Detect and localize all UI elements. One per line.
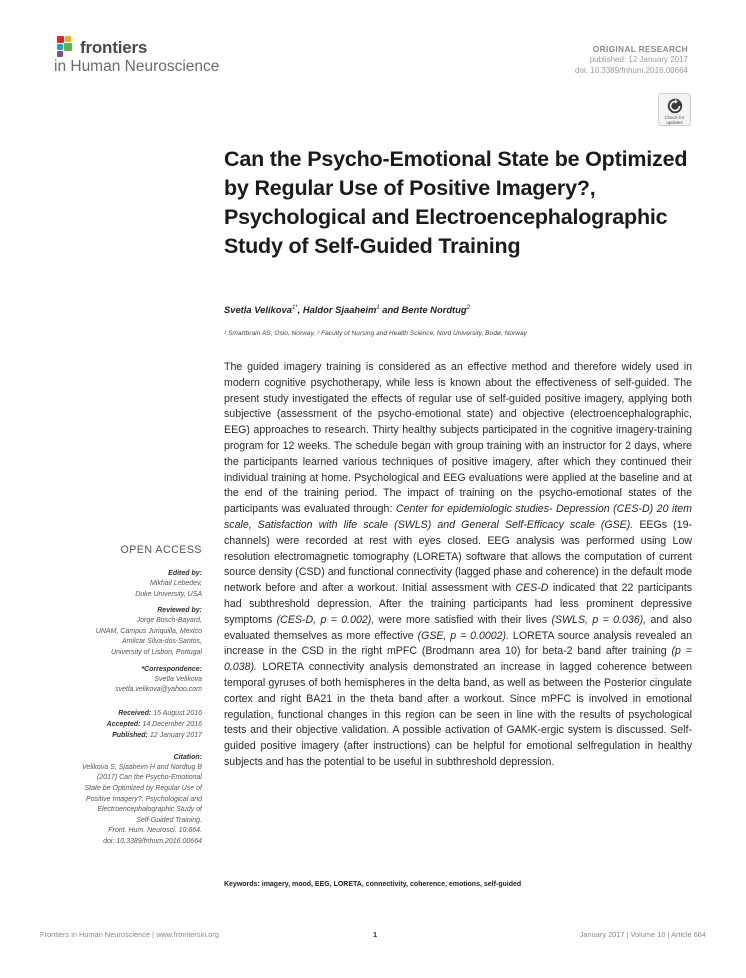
author-separator: and	[379, 304, 402, 315]
correspondence-name: Svetla Velikova	[154, 675, 202, 683]
author-name[interactable]: Svetla Velikova	[224, 304, 292, 315]
abstract-segment-italic: (GSE, p = 0.0002).	[417, 629, 510, 642]
published-date: published: 12 January 2017	[589, 55, 688, 64]
refresh-icon	[666, 97, 684, 115]
accepted-date: 14 December 2016	[142, 720, 202, 728]
reviewer-name: Jorge Bosch-Bayard,	[136, 617, 202, 625]
correspondence-email[interactable]: svetla.velikova@yahoo.com	[115, 686, 202, 694]
article-type: ORIGINAL RESEARCH	[592, 44, 688, 54]
correspondence-label: *Correspondence:	[141, 665, 202, 673]
received-label: Received:	[118, 709, 152, 717]
citation-line: Electroencephalographic Study of	[97, 806, 202, 814]
abstract-segment-italic: (CES-D, p = 0.002),	[276, 613, 375, 626]
article-title: Can the Psycho-Emotional State be Optimized by Regular Use of Positive Imagery?, Psychological and Electroencephalographic Study of Self-Guided Training	[224, 147, 688, 258]
journal-name: in Human Neuroscience	[54, 58, 220, 75]
abstract-segment: The guided imagery training is considered as an effective method and therefore widely used in modern cognitive psychotherapy, while less is known about the effectiveness of self-guided. The present study investigated the effects of regular use of self-guided positive imagery, applying both subjective (assessment of the psycho-emotional state) and objective (electroencephalographic, EEG) approaches to research. Thirty healthy subjects participated in the cognitive imagery-training program for 12 weeks. The schedule began with group training with an instructor for 2 days, where the participants learned various techniques of positive imagery, after which they continued their individual training at home. Psychological and EEG evaluations were applied at the baseline and at the end of the training period. The impact of training on the psycho-emotional states of the participants was evaluated through:	[224, 361, 692, 516]
received-row	[58, 708, 202, 719]
published-date-sidebar: 12 January 2017	[149, 731, 202, 739]
keywords-label: Keywords:	[224, 881, 260, 888]
abstract-segment: LORETA connectivity analysis demonstrated an increase in lagged coherence between temporal gyruses of both hemispheres in the delta band, as well as between the Posterior cingulate cortex and right BA21 in the theta band after a workout. Since mPFC is involved in emotional regulation, functional changes in this region can be seen in line with the results of psychological tests and their objective validation. A possible activation of GAMK-ergic system is discussed. Self-guided positive imagery (after instructions) can be helpful for emotional selfregulation in healthy subjects and has the potential to be useful in subthreshold depression.	[224, 661, 692, 768]
dates-section	[58, 708, 202, 741]
reviewed-by-label: Reviewed by:	[157, 607, 202, 615]
affiliations: ¹ Smartbrain AS, Oslo, Norway, ² Faculty of Nursing and Health Science, Nord University, Bodø, Norway	[224, 330, 527, 337]
open-access-label: OPEN ACCESS	[120, 544, 202, 556]
author-affiliation-mark: 2	[466, 304, 470, 311]
check-updates-line2: updates	[666, 120, 683, 125]
abstract-segment: were more satisfied with their lives	[374, 613, 552, 626]
keywords-list: imagery, mood, EEG, LORETA, connectivity, coherence, emotions, self-guided	[261, 881, 522, 888]
citation-line: Front. Hum. Neurosci. 10:664.	[108, 827, 202, 835]
citation-line: Self-Guided Training.	[136, 816, 202, 824]
keywords	[224, 881, 521, 888]
page-number: 1	[373, 930, 378, 939]
received-date: 15 August 2016	[153, 709, 202, 717]
accepted-label: Accepted:	[106, 720, 141, 728]
citation-label: Citation:	[173, 753, 202, 761]
check-updates-line1: Check for	[664, 115, 685, 120]
reviewer-name: Amilcar Silva-dos-Santos,	[121, 638, 202, 646]
edited-by-label: Edited by:	[168, 570, 202, 577]
author-name[interactable]: Bente Nordtug	[401, 304, 467, 315]
editor-name: Mikhail Lebedev,	[149, 580, 202, 587]
journal-logo	[54, 32, 314, 76]
published-label: Published:	[112, 731, 148, 739]
edited-by-section	[58, 569, 202, 600]
article-sidebar	[58, 540, 202, 854]
reviewer-affiliation: UNAM, Campus Juriquilla, Mexico	[95, 627, 202, 635]
footer-journal-link[interactable]: Frontiers in Human Neuroscience | www.frontiersin.org	[40, 930, 219, 939]
accepted-row	[58, 719, 202, 730]
abstract-segment: indicated that 22 participants had subthreshold depression. After the training participants had less prominent depressive symptoms	[224, 582, 692, 626]
citation-line: State be Optimized by Regular Use of	[84, 784, 202, 792]
abstract-segment: LORETA source analysis revealed an increase in the CSD in the right mPFC (Brodmann area 10) for beta-2 band after training	[224, 629, 692, 658]
author-separator: ,	[297, 304, 303, 315]
article-meta	[575, 44, 688, 76]
citation-line: Positive Imagery?, Psychological and	[86, 795, 202, 803]
frontiers-logo-icon	[54, 34, 80, 60]
citation-section	[58, 753, 202, 848]
correspondence-section	[58, 665, 202, 696]
abstract-segment: and also evaluated themselves as more effective	[224, 613, 692, 642]
footer-issue-info: January 2017 | Volume 10 | Article 664	[579, 930, 706, 939]
check-for-updates-button[interactable]	[658, 93, 691, 126]
abstract-segment-italic: (SWLS, p = 0.036),	[551, 613, 647, 626]
reviewed-by-section	[58, 606, 202, 658]
editor-affiliation: Duke University, USA	[135, 590, 202, 598]
citation-doi[interactable]: doi: 10.3389/fnhum.2016.00664	[103, 837, 202, 845]
author-affiliation-mark: 1*	[291, 304, 298, 311]
published-row	[58, 730, 202, 741]
abstract-segment: EEGs (19-channels) were recorded at rest with eyes closed. EEG analysis was performed using Low resolution electromagnetic tomography (LORETA) software that allows the computation of current source density (CSD) and functional connectivity (lagged phase and coherence) in the default mode network before and after a workout. Initial assessment with	[224, 518, 692, 595]
abstract-segment-italic: (p = 0.038).	[224, 645, 692, 674]
article-doi[interactable]: doi: 10.3389/fnhum.2016.00664	[575, 66, 688, 75]
citation-line: (2017) Can the Psycho-Emotional	[96, 774, 202, 782]
abstract	[224, 360, 692, 771]
abstract-segment-italic: Center for epidemiologic studies- Depression (CES-D) 20 item scale, Satisfaction with life scale (SWLS) and General Self-Efficacy scale (GSE).	[224, 503, 692, 531]
author-name[interactable]: Haldor Sjaaheim	[302, 304, 377, 315]
author-affiliation-mark: 1	[376, 304, 380, 311]
abstract-segment-italic: CES-D	[515, 582, 549, 595]
citation-line: Velikova S, Sjaaheim H and Nordtug B	[82, 763, 202, 771]
author-list	[224, 304, 470, 315]
brand-name: frontiers	[80, 38, 148, 57]
reviewer-affiliation: University of Lisbon, Portugal	[110, 648, 202, 656]
